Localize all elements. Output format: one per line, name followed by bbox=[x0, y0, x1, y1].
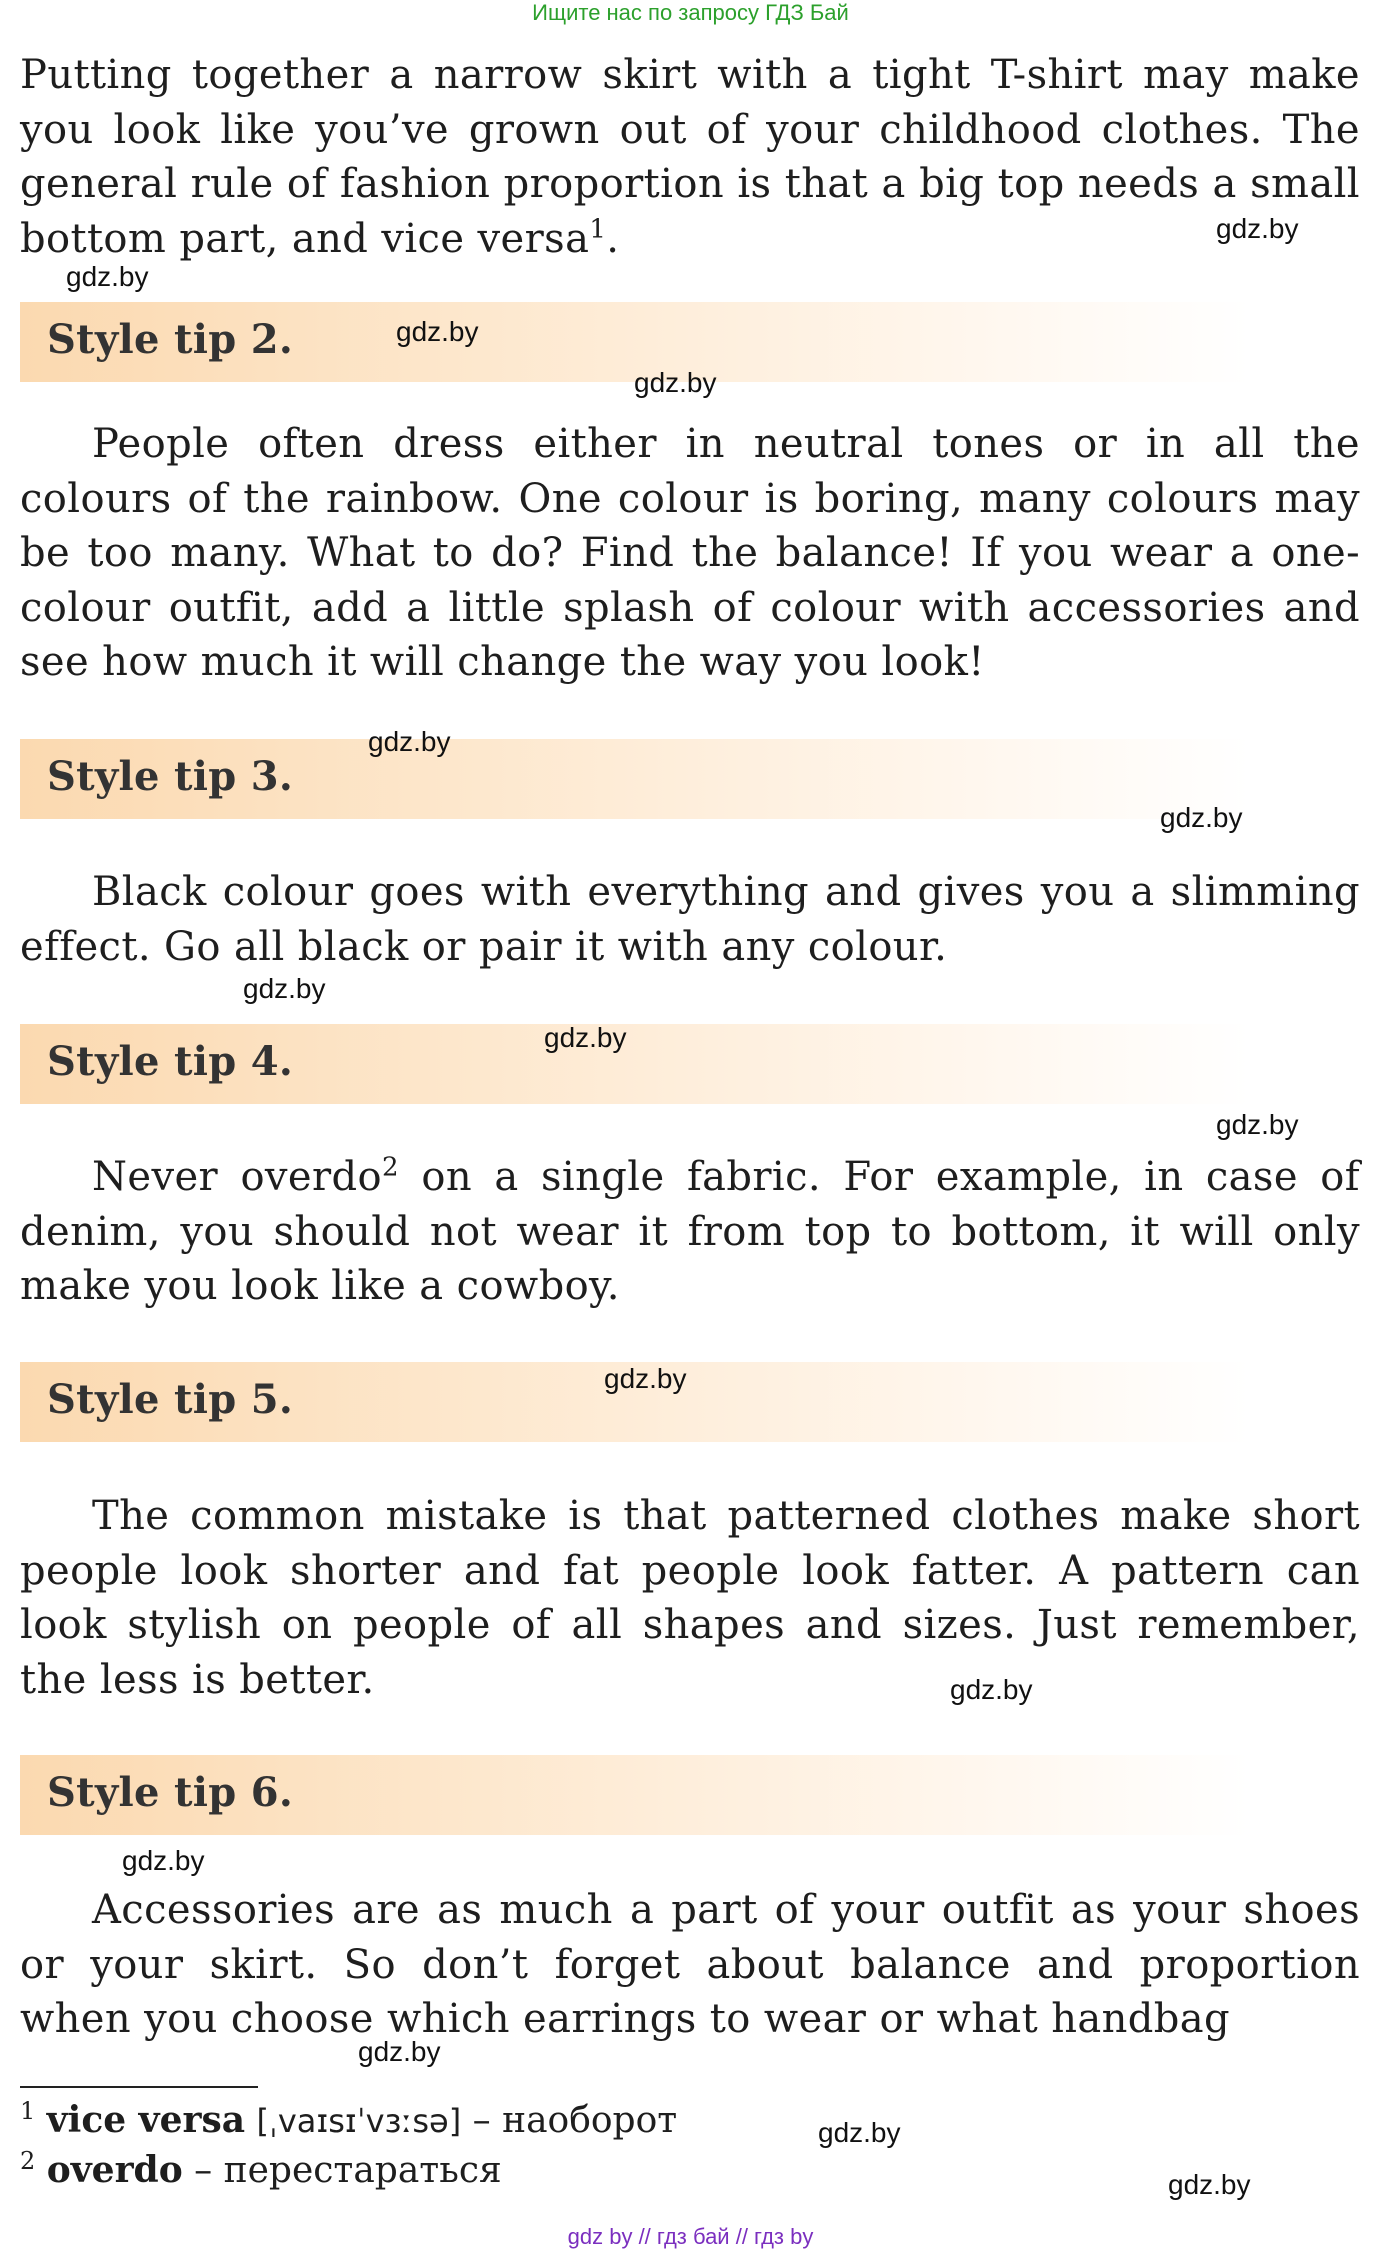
paragraph-accessories: Accessories are as much a part of your outfit as your shoes or your skirt. So don’t forget about balance and proportion when you choose which earrings to wear or what handbag bbox=[20, 1887, 1360, 2042]
watermark: gdz.by bbox=[950, 1674, 1033, 1705]
footnote-translation: – наоборот bbox=[461, 2100, 678, 2141]
paragraph-text: on a single fabric. For example, in case of denim, you should not wear it from top to bottom, it will only make you look like a cowboy. bbox=[20, 1154, 1360, 1309]
paragraph-text: Never overdo bbox=[92, 1154, 383, 1200]
footnote-number: 1 bbox=[20, 2097, 36, 2125]
paragraph-pattern: The common mistake is that patterned clothes make short people look shorter and fat people look fatter. A pattern can look stylish on people of all shapes and sizes. Just remember, the less is better. bbox=[20, 1493, 1360, 1703]
style-tip-label: Style tip 5. bbox=[47, 1376, 294, 1423]
watermark: gdz.by bbox=[396, 316, 479, 347]
watermark: gdz.by bbox=[604, 1363, 687, 1394]
style-tip-label: Style tip 4. bbox=[47, 1038, 294, 1085]
footnote-number: 2 bbox=[20, 2147, 36, 2175]
watermark: gdz.by bbox=[368, 726, 451, 757]
top-banner[interactable]: Ищите нас по запросу ГДЗ Бай bbox=[532, 0, 849, 25]
paragraph-colours: People often dress either in neutral tones or in all the colours of the rainbow. One colour is boring, many colours may be too many. What to do? Find the balance! If you wear a one-colour outfit, add a little splash of colour with accessories and see how much it will change the way you look! bbox=[20, 421, 1360, 685]
watermark: gdz.by bbox=[634, 367, 717, 398]
watermark: gdz.by bbox=[66, 261, 149, 292]
watermark: gdz.by bbox=[1160, 802, 1243, 833]
paragraph-proportion bbox=[20, 48, 1360, 266]
watermark: gdz.by bbox=[243, 973, 326, 1004]
style-tip-3-heading bbox=[20, 739, 1250, 819]
footnote-ref-2[interactable]: 2 bbox=[382, 1152, 399, 1183]
style-tip-label: Style tip 3. bbox=[47, 753, 294, 800]
watermark: gdz.by bbox=[1168, 2169, 1251, 2200]
paragraph-end: . bbox=[606, 215, 620, 262]
style-tip-6-heading bbox=[20, 1755, 1250, 1835]
footnote-ref-1[interactable]: 1 bbox=[589, 214, 607, 245]
watermark: gdz.by bbox=[1216, 213, 1299, 244]
paragraph-black: Black colour goes with everything and gives you a slimming effect. Go all black or pair it with any colour. bbox=[20, 869, 1360, 970]
style-tip-label: Style tip 2. bbox=[47, 316, 294, 363]
paragraph-text: Putting together a narrow skirt with a tight T-shirt may make you look like you’ve grown out of your childhood clothes. The general rule of fashion proportion is that a big top needs a small bottom part, and vice versa bbox=[20, 52, 1360, 262]
style-tip-label: Style tip 6. bbox=[47, 1769, 294, 1816]
watermark: gdz.by bbox=[544, 1022, 627, 1053]
watermark: gdz.by bbox=[358, 2036, 441, 2067]
watermark: gdz.by bbox=[122, 1845, 205, 1876]
footnote-2 bbox=[20, 2148, 502, 2193]
watermark: gdz.by bbox=[1216, 1109, 1299, 1140]
footnote-divider bbox=[20, 2086, 258, 2088]
paragraph-fabric bbox=[20, 1150, 1360, 1314]
bottom-banner[interactable]: gdz by // гдз бай // гдз by bbox=[567, 2224, 814, 2249]
style-tip-4-heading bbox=[20, 1024, 1250, 1104]
watermark: gdz.by bbox=[818, 2117, 901, 2148]
footnote-translation: – перестараться bbox=[182, 2150, 502, 2191]
footnote-pronunciation: [ˌvaɪsɪˈvɜːsə] bbox=[256, 2102, 462, 2140]
footnote-term: vice versa bbox=[46, 2099, 246, 2141]
footnote-term: overdo bbox=[46, 2149, 183, 2191]
footnote-1 bbox=[20, 2098, 677, 2143]
